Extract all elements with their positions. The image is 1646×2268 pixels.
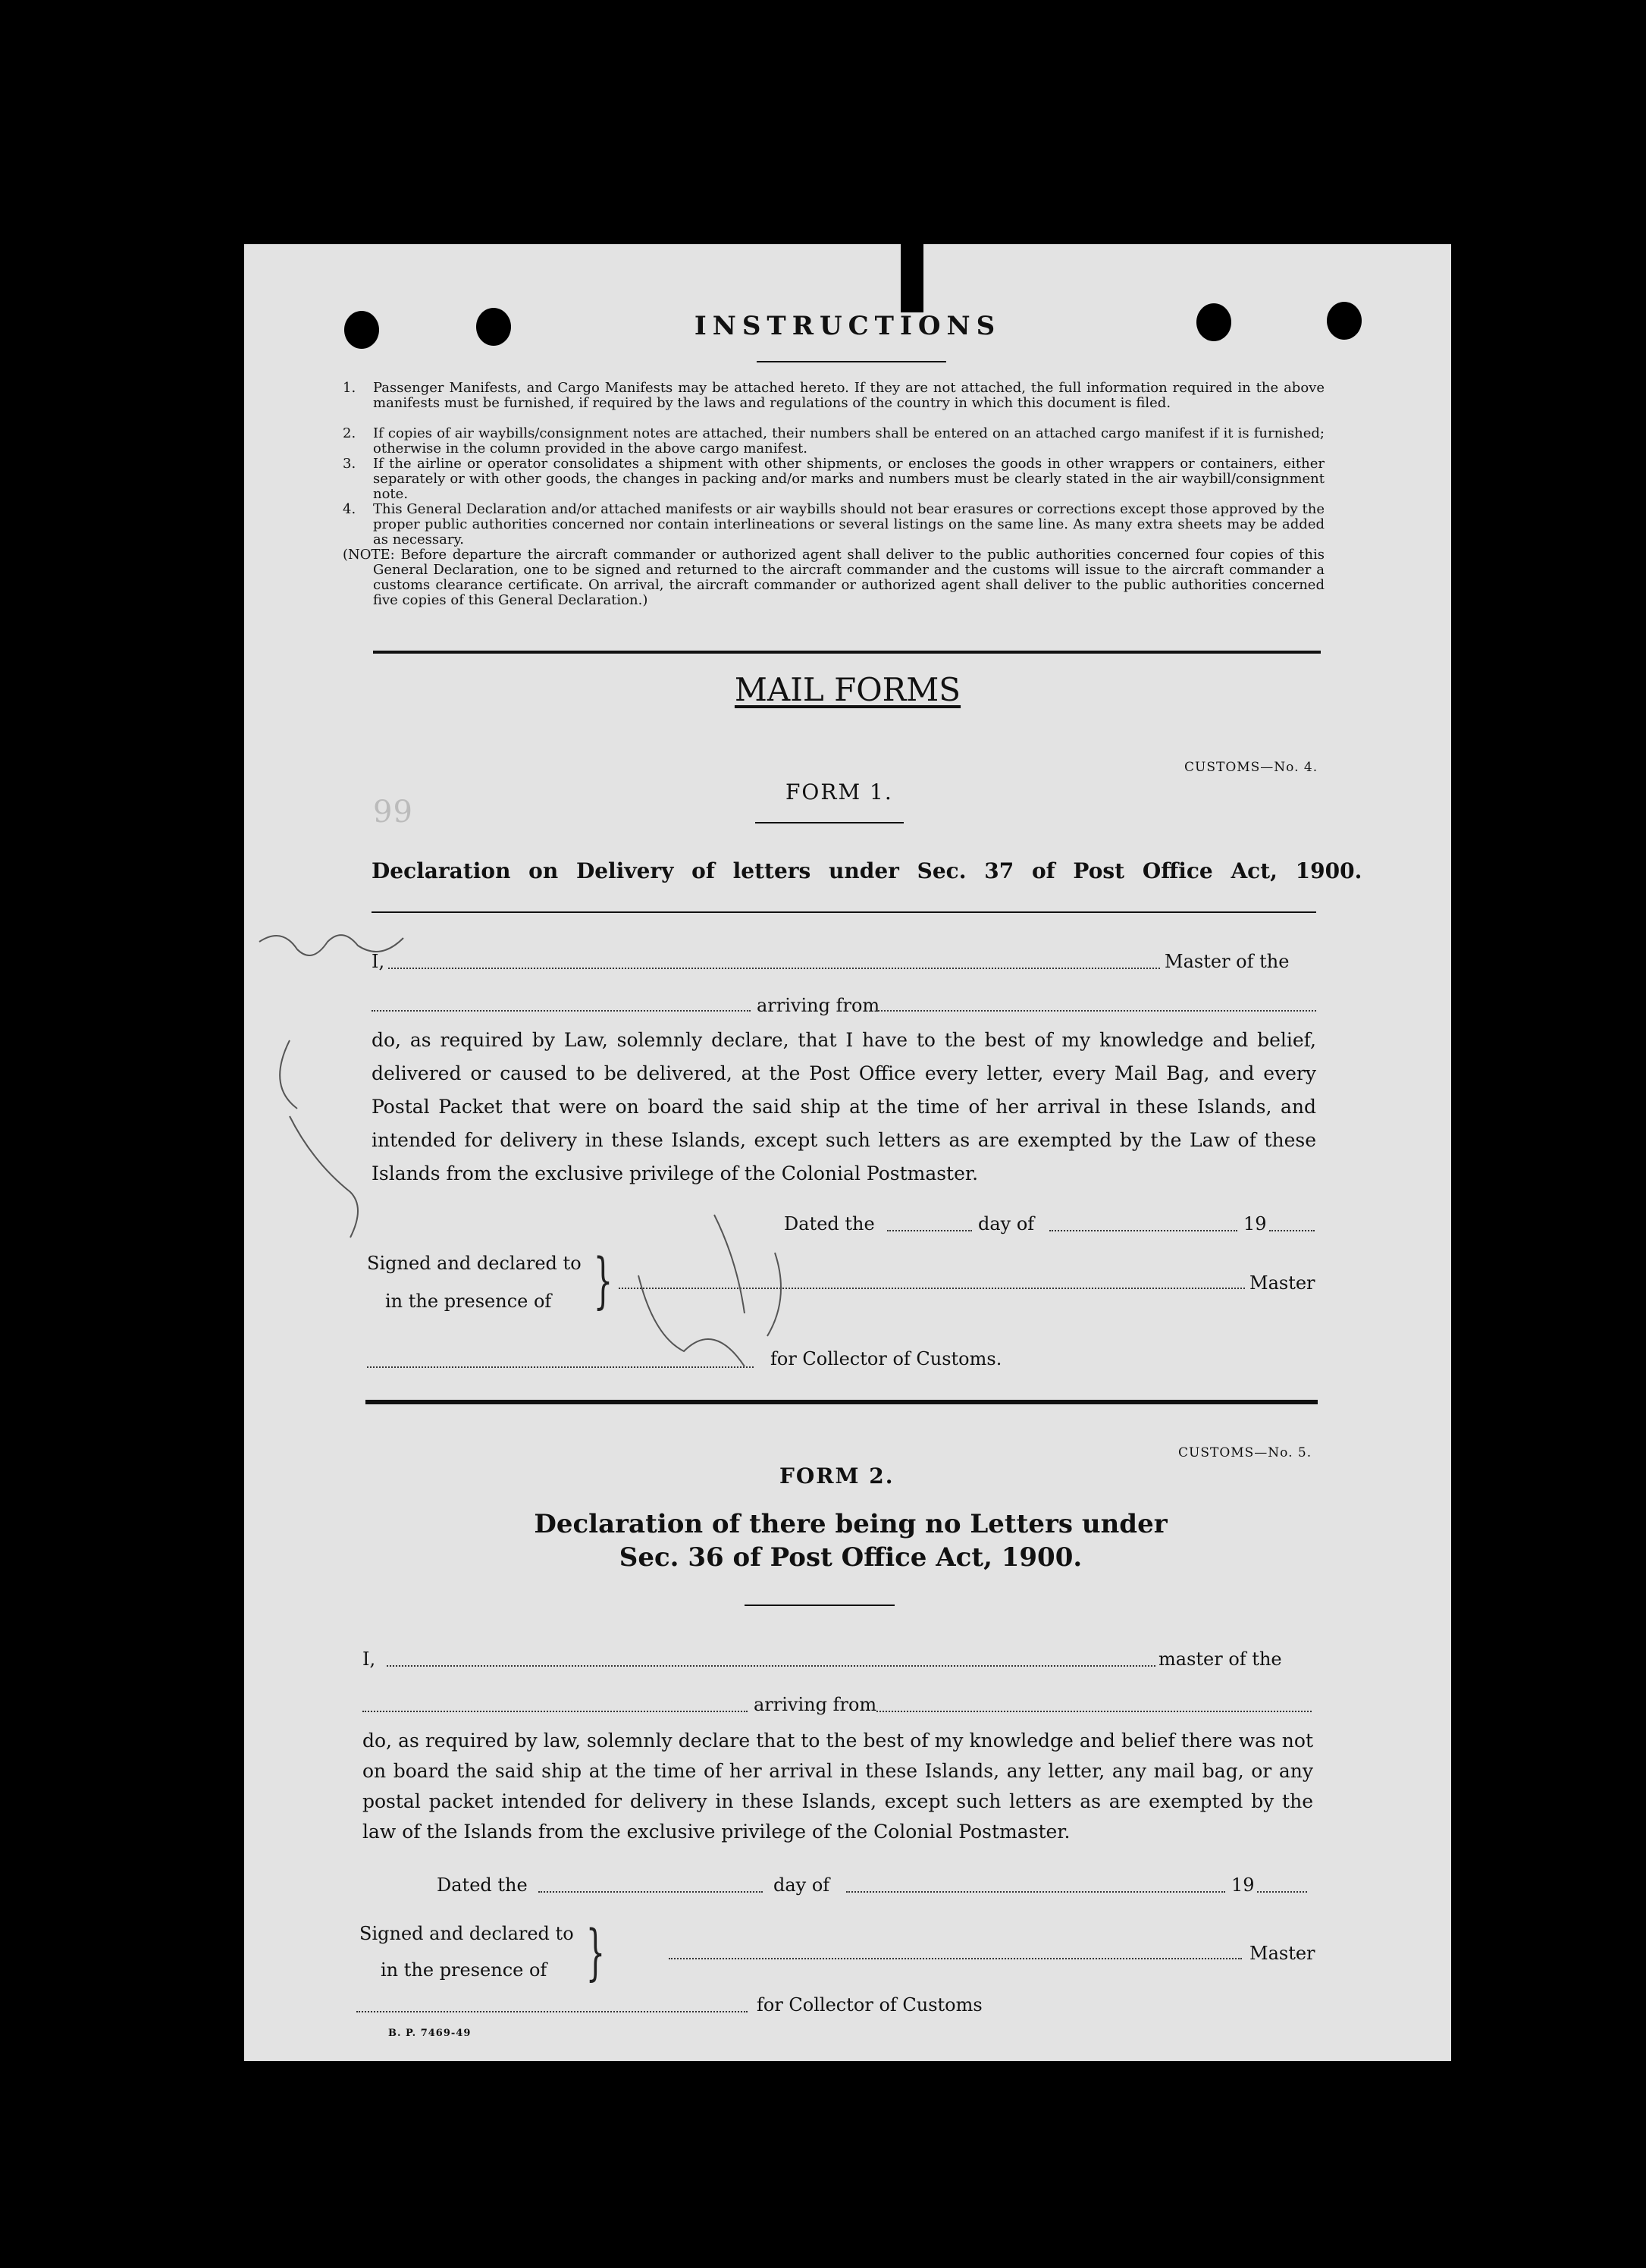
signed-declared-label: Signed and declared to [367,1253,582,1274]
dated-the-label: Dated the [437,1874,528,1896]
form2-heading-line2: Sec. 36 of Post Office Act, 1900. [619,1542,1083,1573]
item-text: If copies of air waybills/consignment notes are attached, their numbers shall be entered on an attached cargo manifest if it is furnished; otherwise in the column provided in the above cargo manifest. [373,425,1325,456]
item-number: 2. [343,425,356,441]
margin-mark: 99 [373,795,413,830]
brace: } [593,1245,613,1316]
document-page [244,244,1451,2061]
form1-declaration: Declaration on Delivery of letters under Sec. 37 of Post Office Act, 1900. [372,858,1362,883]
presence-label: in the presence of [385,1291,552,1312]
collector-label: for Collector of Customs. [770,1348,1002,1369]
master-label: Master [1249,1943,1315,1964]
dated-the-label: Dated the [784,1213,875,1234]
signed-declared-label: Signed and declared to [359,1923,574,1944]
master-of-the-label: master of the [1158,1648,1282,1670]
day-of-label: day of [978,1213,1035,1234]
item-text: If the airline or operator consolidates a shipment with other shipments, or encloses the goods in other wrappers or containers, either separately or with other goods, the changes in packing and/or marks and numbers must be clearly stated in the air waybill/consignment note. [373,456,1325,502]
item-number: 1. [343,380,356,396]
brace: } [585,1917,606,1987]
item-text: This General Declaration and/or attached manifests or air waybills should not bear erasures or corrections except those approved by the proper public authorities concerned nor contain interlineations or several listings on the same line. As many extra sheets may be added as necessary. [373,501,1325,547]
form2-heading-line1: Declaration of there being no Letters under [534,1509,1168,1539]
arriving-from-label: arriving from [757,995,880,1016]
arriving-from-label: arriving from [754,1694,877,1715]
mail-forms-title: MAIL FORMS [734,671,961,708]
collector-label: for Collector of Customs [757,1994,983,2015]
customs-number: CUSTOMS—No. 4. [1184,760,1318,775]
i-label: I, [362,1648,376,1670]
form2-body: do, as required by law, solemnly declare that to the best of my knowledge and belief there was not on board the said ship at the time of her arrival in these Islands, any letter, any mail bag, or any postal packet intended for delivery in these Islands, except such letters as are exempted by the law of the Islands from the exclusive privilege of the Colonial Postmaster. [362,1730,1313,1843]
year-label: 19 [1231,1874,1255,1896]
year-label: 19 [1243,1213,1267,1234]
form-title: FORM 1. [785,780,893,805]
instructions-title: INSTRUCTIONS [694,311,1002,341]
item-text: Passenger Manifests, and Cargo Manifests may be attached hereto. If they are not attached, the full information required in the above manifests must be furnished, if required by the laws and regulations of the country in which this document is filed. [373,380,1325,411]
handwriting-marks [244,244,1451,2061]
master-of-the-label: Master of the [1165,951,1290,972]
item-number: 4. [343,501,356,517]
form1-body: do, as required by Law, solemnly declare, that I have to the best of my knowledge and belief, delivered or caused to be delivered, at the Post Office every letter, every Mail Bag, and every Postal Packet that were on board the said ship at the time of her arrival in these Islands, and intended for delivery in these Islands, except such letters as are exempted by the Law of these Islands from the exclusive privilege of the Colonial Postmaster. [372,1029,1316,1184]
day-of-label: day of [773,1874,830,1896]
presence-label: in the presence of [381,1959,547,1981]
print-code: B. P. 7469-49 [388,2028,472,2039]
i-label: I, [372,951,385,972]
instruction-note: (NOTE: Before departure the aircraft commander or authorized agent shall deliver to the public authorities concerned four copies of this General Declaration, one to be signed and returned to the aircraft commander and the customs will issue to the aircraft commander a customs clearance certificate. On arrival, the aircraft commander or authorized agent shall deliver to the public authorities concerned five copies of this General Declaration.) [343,547,1325,608]
form-title: FORM 2. [779,1463,895,1488]
master-label: Master [1249,1272,1315,1294]
item-number: 3. [343,456,356,472]
customs-number: CUSTOMS—No. 5. [1178,1445,1312,1460]
